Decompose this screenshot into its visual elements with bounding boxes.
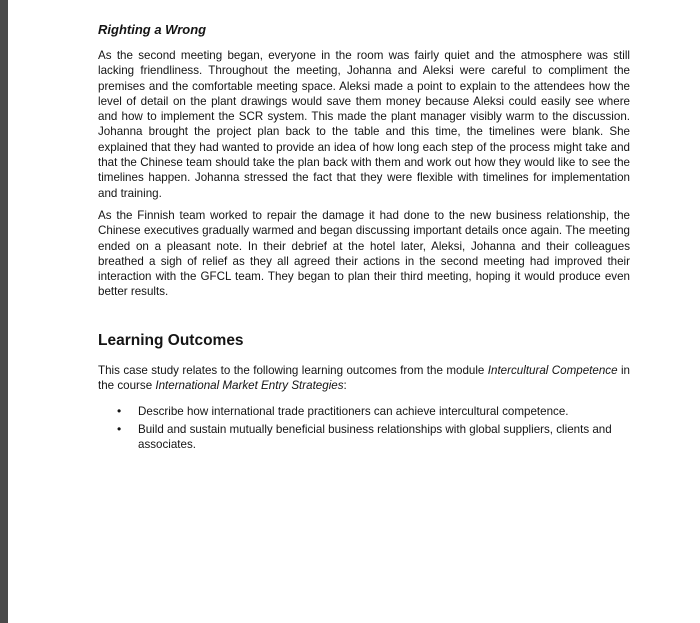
list-item (117, 422, 630, 453)
bullet-icon: • (117, 421, 122, 436)
learning-outcomes-intro (98, 363, 630, 394)
learning-outcomes-list (98, 404, 630, 452)
list-item-text: Describe how international trade practitioners can achieve intercultural competence. (138, 405, 569, 419)
intro-middle: in the course (98, 363, 630, 393)
bullet-icon: • (117, 404, 122, 419)
body-paragraph: As the second meeting began, everyone in the room was fairly quiet and the atmosphere was still lacking friendliness. Throughout the meeting, Johanna and Aleksi were careful to compliment the premises and the comfortable meeting space. Aleksi made a point to explain to the attendees how the level of detail on the plant drawings would save them money because Aleksi could easily see where and how to implement the SCR system. This made the plant manager visibly warm to the discussion. Johanna brought the project plan back to the table and this time, the timelines were blank. She explained that they had wanted to provide an idea of how long each step of the process might take and that the Chinese team should take the plan back with them and work out how they would like to see the timelines happen. Johanna stressed the fact that they were flexible with timelines for implementation and training. (98, 49, 630, 200)
page-edge (0, 0, 8, 623)
body-paragraph: As the Finnish team worked to repair the damage it had done to the new business relationship, the Chinese executives gradually warmed and began discussing important details once again. The meeting ended on a pleasant note. In their debrief at the hotel later, Aleksi, Johanna and their colleagues breathed a sigh of relief as they all agreed their actions in the second meeting had improved their interaction with the GFCL team. They began to plan their third meeting, hoping it would produce even better results. (98, 208, 630, 299)
intro-prefix: This case study relates to the following learning outcomes from the module (98, 363, 488, 377)
section-heading-learning-outcomes: Learning Outcomes (98, 331, 244, 349)
course-name: International Market Entry Strategies (155, 379, 344, 393)
section-heading-righting-a-wrong: Righting a Wrong (98, 22, 207, 37)
list-item-text: Build and sustain mutually beneficial business relationships with global suppliers, clients and associates. (138, 422, 612, 451)
list-item (117, 404, 630, 419)
module-name: Intercultural Competence (487, 363, 618, 377)
intro-suffix: : (343, 379, 347, 393)
document-body (98, 22, 630, 454)
